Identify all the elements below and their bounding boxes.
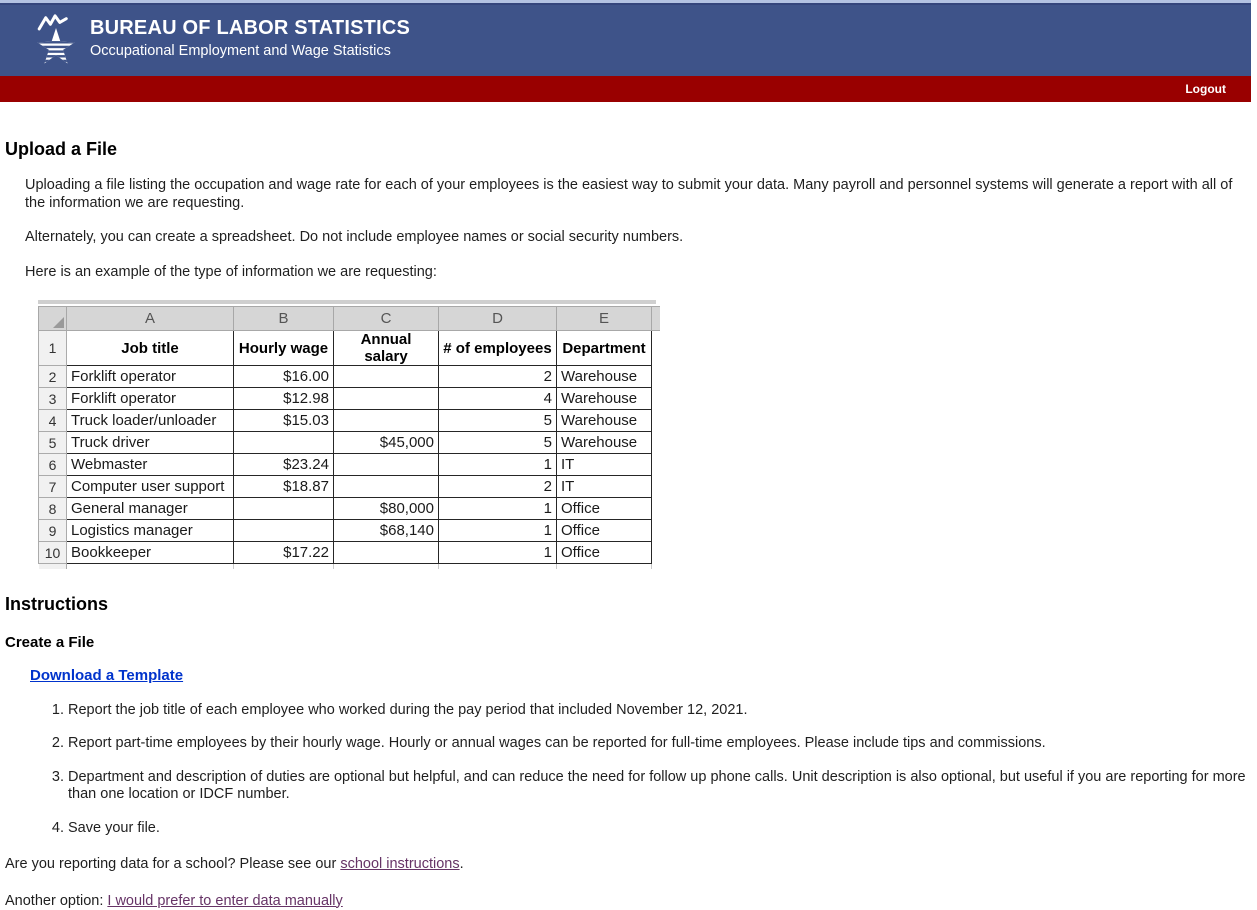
intro-paragraph-1: Uploading a file listing the occupation and wage rate for each of your employees is the easiest way to submit your data. Many payroll and personnel systems will generate a report with all of the information we are requesting. (25, 177, 1236, 212)
instruction-step-1: 1. Report the job title of each employee who worked during the pay period that included November 12, 2021. (68, 702, 1253, 720)
school-question-period: . (460, 856, 464, 872)
cell-hourly-wage: $12.98 (234, 388, 334, 410)
header-annual-salary: Annual salary (334, 331, 439, 366)
intro-paragraph-3: Here is an example of the type of information we are requesting: (25, 264, 1236, 282)
spreadsheet-row (39, 454, 661, 476)
cell-hourly-wage (234, 432, 334, 454)
cell-department: Warehouse (557, 432, 652, 454)
cell-hourly-wage: $18.87 (234, 476, 334, 498)
cell-num-employees: 1 (439, 542, 557, 564)
cell-department: Warehouse (557, 388, 652, 410)
spreadsheet-row (39, 520, 661, 542)
instruction-step-2: 2. Report part-time employees by their hourly wage. Hourly or annual wages can be reported for full-time employees. Please include tips and commissions. (68, 735, 1253, 753)
row-number: 6 (39, 454, 67, 476)
header-num-employees: # of employees (439, 331, 557, 366)
cell-num-employees: 1 (439, 520, 557, 542)
example-spreadsheet-image (38, 300, 660, 569)
site-subtitle: Occupational Employment and Wage Statistics (90, 42, 410, 60)
cell-job-title: General manager (67, 498, 234, 520)
column-letter: C (334, 307, 439, 331)
column-letter: A (67, 307, 234, 331)
cell-num-employees: 5 (439, 432, 557, 454)
bls-star-logo-icon (28, 11, 84, 73)
cell-annual-salary (334, 542, 439, 564)
site-title: BUREAU OF LABOR STATISTICS (90, 16, 410, 40)
school-question-line (5, 856, 1257, 874)
instructions-heading: Instructions (5, 594, 1257, 615)
logout-bar (0, 76, 1251, 102)
instruction-step-4: 4. Save your file. (68, 820, 1253, 838)
spreadsheet-row (39, 498, 661, 520)
column-letter: B (234, 307, 334, 331)
cell-hourly-wage (234, 520, 334, 542)
cell-num-employees: 5 (439, 410, 557, 432)
cell-department: Warehouse (557, 366, 652, 388)
cell-annual-salary (334, 454, 439, 476)
row-number: 3 (39, 388, 67, 410)
cell-department: Warehouse (557, 410, 652, 432)
instruction-steps-list (50, 702, 1253, 838)
cell-hourly-wage (234, 498, 334, 520)
cell-job-title: Webmaster (67, 454, 234, 476)
school-question-text: Are you reporting data for a school? Please see our (5, 856, 340, 872)
logout-link[interactable]: Logout (1185, 82, 1226, 96)
spreadsheet-top-edge (38, 300, 656, 304)
cell-num-employees: 2 (439, 366, 557, 388)
select-all-triangle-icon (53, 317, 64, 328)
cell-annual-salary (334, 388, 439, 410)
cell-hourly-wage: $16.00 (234, 366, 334, 388)
header-text-block (90, 16, 410, 60)
download-template-link[interactable]: Download a Template (30, 667, 183, 684)
example-spreadsheet-table (38, 306, 660, 569)
row-number: 8 (39, 498, 67, 520)
cell-job-title: Bookkeeper (67, 542, 234, 564)
spreadsheet-row (39, 432, 661, 454)
cell-num-employees: 1 (439, 454, 557, 476)
create-file-subheading: Create a File (5, 634, 1257, 651)
cell-job-title: Truck driver (67, 432, 234, 454)
cell-job-title: Computer user support (67, 476, 234, 498)
row-number: 7 (39, 476, 67, 498)
spreadsheet-cropped-row (39, 564, 661, 569)
another-option-text: Another option: (5, 893, 107, 909)
cell-annual-salary: $45,000 (334, 432, 439, 454)
cell-hourly-wage: $23.24 (234, 454, 334, 476)
header-hourly-wage: Hourly wage (234, 331, 334, 366)
page-title: Upload a File (5, 139, 1257, 160)
spreadsheet-row (39, 366, 661, 388)
row-number: 10 (39, 542, 67, 564)
row-number: 4 (39, 410, 67, 432)
cell-job-title: Truck loader/unloader (67, 410, 234, 432)
page-chrome (0, 0, 1251, 102)
cell-department: Office (557, 520, 652, 542)
spreadsheet-header-row (39, 331, 661, 366)
header-department: Department (557, 331, 652, 366)
intro-paragraph-2: Alternately, you can create a spreadsheet. Do not include employee names or social security numbers. (25, 229, 1236, 247)
enter-data-manually-link[interactable]: I would prefer to enter data manually (107, 893, 342, 909)
another-option-line (5, 893, 1257, 910)
spreadsheet-column-letters-row (39, 307, 661, 331)
cell-num-employees: 4 (439, 388, 557, 410)
main-content (0, 139, 1257, 910)
row-number: 2 (39, 366, 67, 388)
cell-num-employees: 2 (439, 476, 557, 498)
cell-job-title: Forklift operator (67, 366, 234, 388)
spreadsheet-select-all-corner (39, 307, 67, 331)
row-number: 1 (39, 331, 67, 366)
cell-hourly-wage: $15.03 (234, 410, 334, 432)
column-letter: D (439, 307, 557, 331)
row-number: 5 (39, 432, 67, 454)
cell-annual-salary (334, 366, 439, 388)
spreadsheet-row (39, 476, 661, 498)
cell-department: Office (557, 542, 652, 564)
header-banner (0, 3, 1251, 76)
spreadsheet-row (39, 542, 661, 564)
column-letter: E (557, 307, 652, 331)
cell-annual-salary: $68,140 (334, 520, 439, 542)
column-letter-edge (652, 307, 661, 331)
spreadsheet-row (39, 388, 661, 410)
cell-job-title: Logistics manager (67, 520, 234, 542)
spreadsheet-row (39, 410, 661, 432)
cell-annual-salary (334, 410, 439, 432)
cell-job-title: Forklift operator (67, 388, 234, 410)
cell-num-employees: 1 (439, 498, 557, 520)
header-job-title: Job title (67, 331, 234, 366)
instruction-step-3: 3. Department and description of duties are optional but helpful, and can reduce the need for follow up phone calls. Unit description is also optional, but useful if you are reporting for more than one location or IDCF number. (68, 769, 1253, 804)
cell-hourly-wage: $17.22 (234, 542, 334, 564)
school-instructions-link[interactable]: school instructions (340, 856, 459, 872)
cell-annual-salary (334, 476, 439, 498)
cell-department: Office (557, 498, 652, 520)
cell-annual-salary: $80,000 (334, 498, 439, 520)
cell-department: IT (557, 476, 652, 498)
cell-department: IT (557, 454, 652, 476)
row-number: 9 (39, 520, 67, 542)
